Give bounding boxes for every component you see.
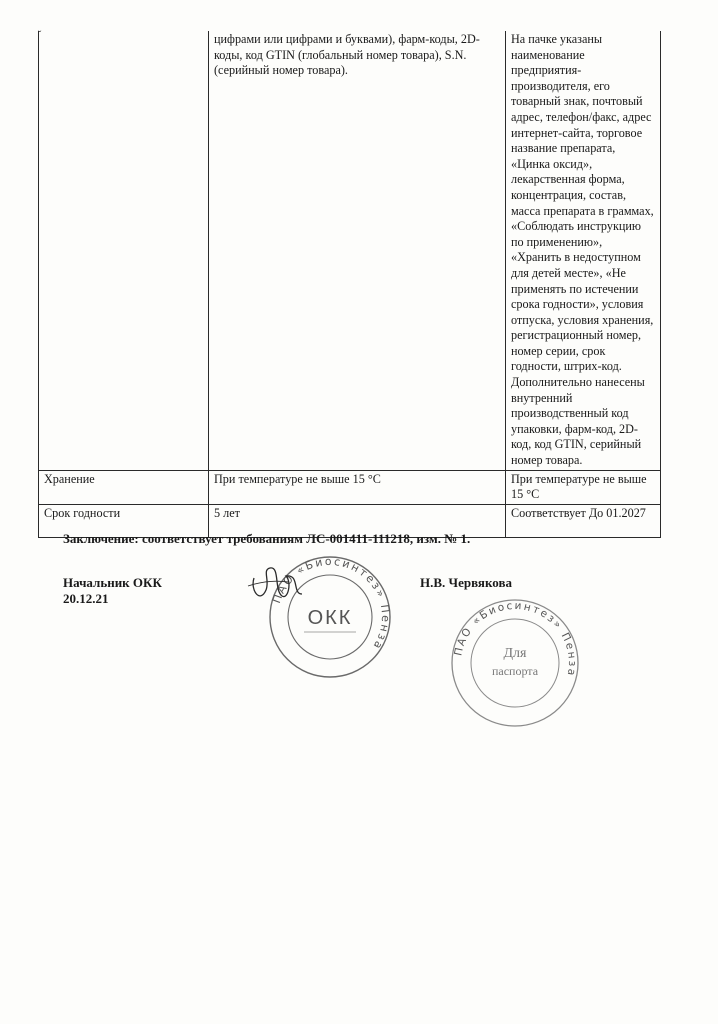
signature-stroke [253,568,302,597]
conclusion-text: Заключение: соответствует требованиям ЛС-001411-111218, изм. № 1. [63,531,471,546]
stamp-center-text-line1: Для [503,646,527,661]
table-row [39,31,661,470]
page-mark: ˇ [38,30,42,41]
stamp-center-text-line2: паспорта [491,664,539,678]
copy-stamp [445,595,585,730]
signatory-block [63,575,162,607]
signatory-position: Начальник ОКК [63,575,162,590]
handwritten-signature [240,560,330,610]
signature-date: 20.12.21 [63,591,109,606]
stamp-inner-ring [471,619,559,707]
specification-table [38,31,661,538]
result-cell: Соответствует До 01.2027 [506,504,661,537]
param-cell [39,31,209,470]
table-row [39,470,661,504]
stamp-center-text: ОКК [307,607,353,629]
requirement-cell: При температуре не выше 15 °С [209,470,506,504]
stamp-ring-text: ПАО «Биосинтез» Пенза [269,554,393,653]
param-cell: Хранение [39,470,209,504]
requirement-cell: цифрами или цифрами и буквами), фарм-коды, 2D-коды, код GTIN (глобальный номер товара), S.N.(серийный номер товара). [209,31,506,470]
result-cell: При температуре не выше 15 °С [506,470,661,504]
signatory-name: Н.В. Червякова [420,575,512,590]
param-cell: Срок годности [39,504,209,537]
stamp-ring-text: ПАО «Биосинтез» Пенза [452,599,579,679]
signature-underline [248,581,288,586]
requirement-cell: 5 лет [209,504,506,537]
result-cell: На пачке указаны наименование предприятия-производителя, его товарный знак, почтовый адрес, телефон/факс, адрес интернет-сайта, торговое название препарата, «Цинка оксид», лекарственная форма, концентрация, состав, масса препарата в граммах, «Соблюдать инструкцию по применению», «Хранить в недоступном для детей месте», «Не применять по истечении срока годности», условия отпуска, условия хранения, регистрационный номер, номер серии, срок годности, штрих-код. Дополнительно нанесены внутренний производственный код упаковки, фарм-код, 2D-код, код GTIN, серийный номер товара. [506,31,661,470]
